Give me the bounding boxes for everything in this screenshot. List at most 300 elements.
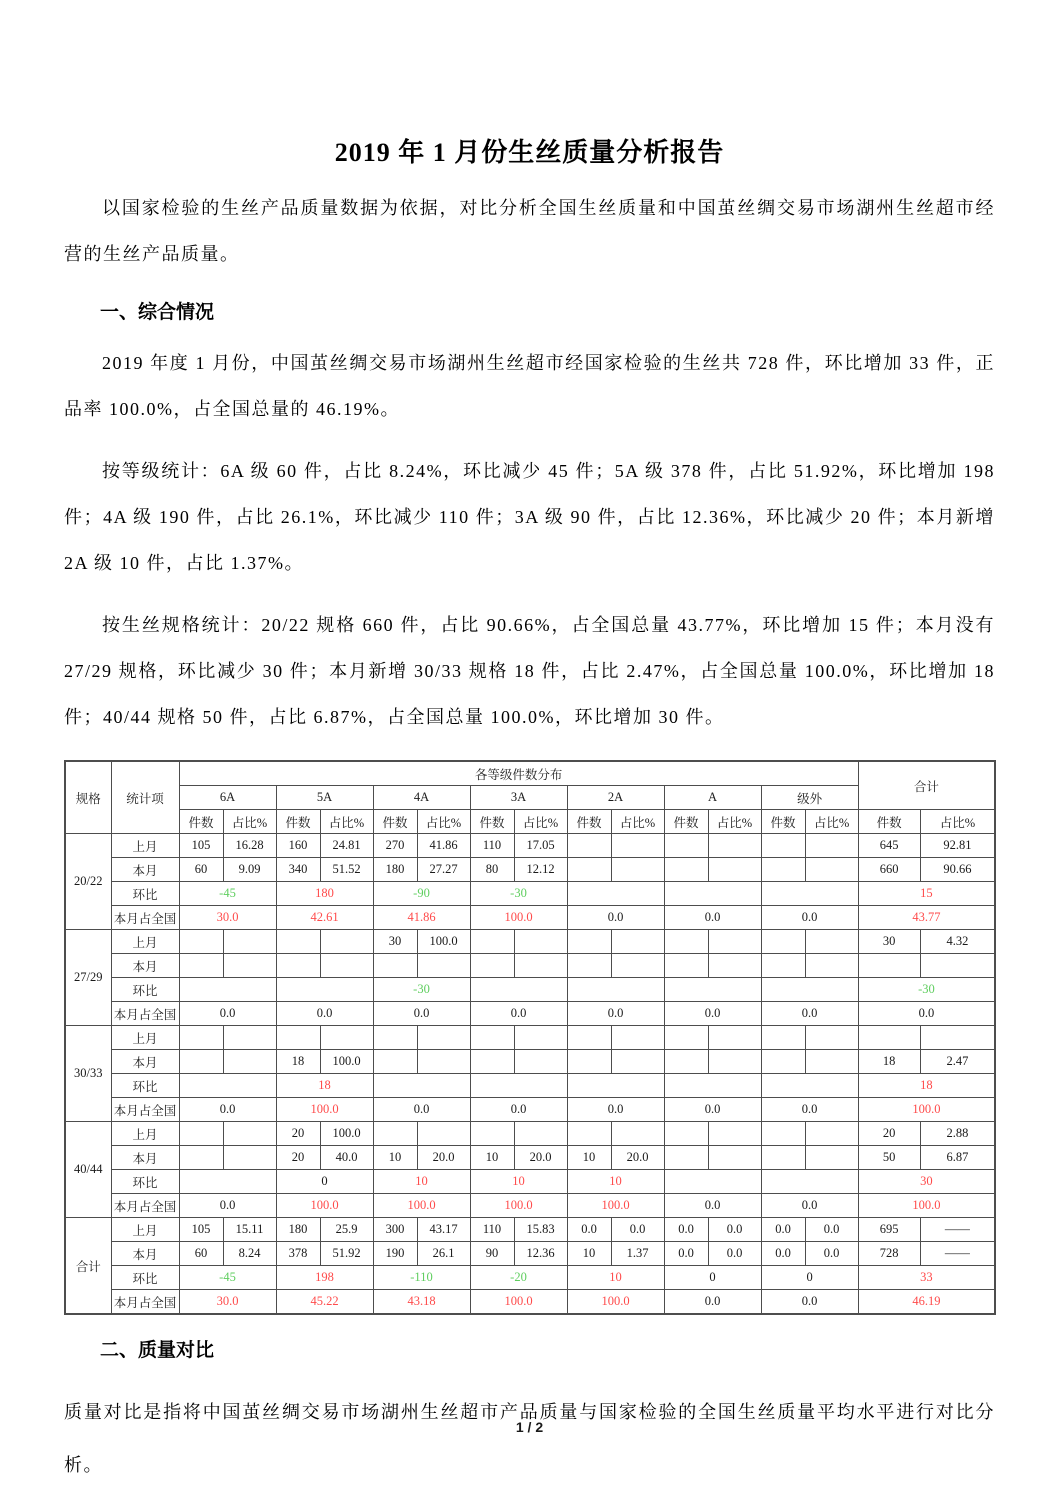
row-label: 环比 bbox=[111, 882, 179, 906]
col-header-grade-2a: 2A bbox=[567, 786, 664, 810]
table-cell: 0.0 bbox=[761, 1242, 805, 1266]
table-cell bbox=[514, 930, 567, 954]
table-cell bbox=[920, 1026, 995, 1050]
table-cell bbox=[611, 858, 664, 882]
section-1-heading: 一、综合情况 bbox=[100, 302, 215, 323]
table-row bbox=[65, 930, 995, 954]
table-cell bbox=[708, 858, 761, 882]
table-row bbox=[65, 1146, 995, 1170]
col-header-pct: 占比% bbox=[514, 810, 567, 834]
row-label: 本月 bbox=[111, 858, 179, 882]
table-cell bbox=[179, 930, 223, 954]
table-cell bbox=[761, 1026, 805, 1050]
table-cell bbox=[179, 1074, 276, 1098]
table-cell bbox=[276, 954, 320, 978]
row-label: 上月 bbox=[111, 1122, 179, 1146]
table-cell: 41.86 bbox=[373, 906, 470, 930]
table-cell: 20 bbox=[858, 1122, 920, 1146]
table-cell: 12.12 bbox=[514, 858, 567, 882]
table-cell: 100.0 bbox=[320, 1050, 373, 1074]
table-cell: 0.0 bbox=[567, 906, 664, 930]
table-cell: 43.18 bbox=[373, 1290, 470, 1315]
table-cell: 105 bbox=[179, 1218, 223, 1242]
table-cell bbox=[611, 930, 664, 954]
table-cell: 15.83 bbox=[514, 1218, 567, 1242]
table-cell: 100.0 bbox=[858, 1098, 995, 1122]
table-cell bbox=[470, 954, 514, 978]
section-1-paragraph-3: 按生丝规格统计：20/22 规格 660 件，占比 90.66%，占全国总量 43.77%，环比增加 15 件；本月没有 27/29 规格，环比减少 30 件；本月新增 30/33 规格 18 件，占比 2.47%，占全国总量 100.0%，环比增加 18 件；40/44 规格 50 件，占比 6.87%，占全国总量 100.0%，环比增加 30 件。 bbox=[64, 615, 995, 727]
table-cell: 2.88 bbox=[920, 1122, 995, 1146]
table-cell bbox=[567, 930, 611, 954]
table-cell bbox=[320, 1026, 373, 1050]
table-cell bbox=[470, 978, 567, 1002]
table-cell: 46.19 bbox=[858, 1290, 995, 1315]
table-cell: 110 bbox=[470, 834, 514, 858]
table-cell: 1.37 bbox=[611, 1242, 664, 1266]
table-cell: 15 bbox=[858, 882, 995, 906]
table-cell: 0.0 bbox=[373, 1098, 470, 1122]
table-cell: 20.0 bbox=[514, 1146, 567, 1170]
table-cell: 8.24 bbox=[223, 1242, 276, 1266]
table-cell bbox=[761, 1122, 805, 1146]
col-header-pct: 占比% bbox=[708, 810, 761, 834]
table-cell bbox=[611, 1122, 664, 1146]
table-cell: 30 bbox=[858, 930, 920, 954]
table-row bbox=[65, 978, 995, 1002]
table-cell bbox=[567, 882, 664, 906]
col-header-count: 件数 bbox=[664, 810, 708, 834]
table-cell bbox=[223, 1122, 276, 1146]
table-cell: 6.87 bbox=[920, 1146, 995, 1170]
row-label: 环比 bbox=[111, 1266, 179, 1290]
table-cell: -30 bbox=[373, 978, 470, 1002]
table-cell bbox=[805, 1122, 858, 1146]
table-cell: 20.0 bbox=[417, 1146, 470, 1170]
section-1-paragraph-1: 2019 年度 1 月份，中国茧丝绸交易市场湖州生丝超市经国家检验的生丝共 728 件，环比增加 33 件，正品率 100.0%，占全国总量的 46.19%。 bbox=[64, 353, 995, 419]
table-cell bbox=[179, 1026, 223, 1050]
table-cell bbox=[514, 1122, 567, 1146]
table-cell: 20 bbox=[276, 1122, 320, 1146]
table-cell: 15.11 bbox=[223, 1218, 276, 1242]
row-label: 本月 bbox=[111, 954, 179, 978]
table-cell: 0.0 bbox=[805, 1242, 858, 1266]
table-row bbox=[65, 858, 995, 882]
col-header-grade-a: A bbox=[664, 786, 761, 810]
table-cell: 300 bbox=[373, 1218, 417, 1242]
table-cell: 10 bbox=[470, 1170, 567, 1194]
table-row bbox=[65, 1218, 995, 1242]
table-cell: 90.66 bbox=[920, 858, 995, 882]
table-cell: 0.0 bbox=[664, 1242, 708, 1266]
table-cell: -30 bbox=[470, 882, 567, 906]
table-cell: 17.05 bbox=[514, 834, 567, 858]
table-cell bbox=[708, 834, 761, 858]
spec-label: 20/22 bbox=[65, 834, 111, 930]
table-cell bbox=[373, 1074, 470, 1098]
col-header-count: 件数 bbox=[761, 810, 805, 834]
row-label: 上月 bbox=[111, 1218, 179, 1242]
table-cell: 0.0 bbox=[470, 1098, 567, 1122]
table-row bbox=[65, 1122, 995, 1146]
table-cell: 0.0 bbox=[611, 1218, 664, 1242]
table-cell bbox=[567, 1026, 611, 1050]
table-cell: 80 bbox=[470, 858, 514, 882]
col-header-spec: 规格 bbox=[65, 761, 111, 834]
table-cell bbox=[708, 930, 761, 954]
table-cell: 0.0 bbox=[567, 1098, 664, 1122]
table-cell: 100.0 bbox=[373, 1194, 470, 1218]
document-title: 2019 年 1 月份生丝质量分析报告 bbox=[334, 138, 725, 167]
table-cell bbox=[761, 858, 805, 882]
table-cell: 24.81 bbox=[320, 834, 373, 858]
table-cell: 10 bbox=[373, 1146, 417, 1170]
spec-label: 40/44 bbox=[65, 1122, 111, 1218]
row-label: 本月占全国 bbox=[111, 906, 179, 930]
table-cell bbox=[708, 1146, 761, 1170]
table-cell bbox=[664, 1170, 761, 1194]
col-header-total-count: 件数 bbox=[858, 810, 920, 834]
table-cell: 198 bbox=[276, 1266, 373, 1290]
table-cell bbox=[470, 1122, 514, 1146]
table-cell bbox=[664, 1146, 708, 1170]
table-cell: 100.0 bbox=[567, 1290, 664, 1315]
row-label: 上月 bbox=[111, 834, 179, 858]
table-cell bbox=[567, 954, 611, 978]
table-cell: 660 bbox=[858, 858, 920, 882]
section-2-heading: 二、质量对比 bbox=[100, 1340, 215, 1361]
table-cell bbox=[567, 834, 611, 858]
table-cell bbox=[179, 954, 223, 978]
table-cell: 0.0 bbox=[761, 1218, 805, 1242]
table-row bbox=[65, 882, 995, 906]
table-cell: 0.0 bbox=[567, 1218, 611, 1242]
table-cell: 42.61 bbox=[276, 906, 373, 930]
table-cell bbox=[611, 1026, 664, 1050]
table-cell: 60 bbox=[179, 858, 223, 882]
col-header-count: 件数 bbox=[179, 810, 223, 834]
table-cell bbox=[805, 834, 858, 858]
table-cell: -45 bbox=[179, 1266, 276, 1290]
table-cell: 0.0 bbox=[761, 906, 858, 930]
table-cell: 26.1 bbox=[417, 1242, 470, 1266]
table-cell: 33 bbox=[858, 1266, 995, 1290]
table-row bbox=[65, 1074, 995, 1098]
table-cell bbox=[761, 1170, 858, 1194]
table-cell: 180 bbox=[276, 1218, 320, 1242]
table-cell bbox=[514, 954, 567, 978]
table-cell: 0 bbox=[761, 1266, 858, 1290]
col-header-count: 件数 bbox=[373, 810, 417, 834]
table-cell: 18 bbox=[858, 1050, 920, 1074]
table-cell: 0.0 bbox=[664, 1218, 708, 1242]
table-cell: 16.28 bbox=[223, 834, 276, 858]
col-header-grade-5a: 5A bbox=[276, 786, 373, 810]
table-cell bbox=[179, 1170, 276, 1194]
table-row bbox=[65, 954, 995, 978]
table-cell bbox=[761, 882, 858, 906]
table-cell bbox=[373, 954, 417, 978]
table-cell: -45 bbox=[179, 882, 276, 906]
section-1-paragraph-2: 按等级统计：6A 级 60 件，占比 8.24%，环比减少 45 件；5A 级 378 件，占比 51.92%，环比增加 198 件；4A 级 190 件，占比 26.1%，环比减少 110 件；3A 级 90 件，占比 12.36%，环比减少 20 件；本月新增 2A 级 10 件，占比 1.37%。 bbox=[64, 461, 995, 573]
table-cell: 340 bbox=[276, 858, 320, 882]
table-cell: 10 bbox=[470, 1146, 514, 1170]
table-cell: 18 bbox=[858, 1074, 995, 1098]
table-cell: 18 bbox=[276, 1050, 320, 1074]
table-cell bbox=[179, 1146, 223, 1170]
table-cell: 0.0 bbox=[761, 1098, 858, 1122]
table-cell bbox=[805, 930, 858, 954]
col-header-grade-4a: 4A bbox=[373, 786, 470, 810]
table-cell bbox=[664, 930, 708, 954]
table-cell: 0 bbox=[276, 1170, 373, 1194]
table-cell: —— bbox=[920, 1218, 995, 1242]
row-label: 本月占全国 bbox=[111, 1290, 179, 1315]
table-cell: 100.0 bbox=[276, 1194, 373, 1218]
table-cell: 100.0 bbox=[470, 1290, 567, 1315]
table-cell bbox=[761, 834, 805, 858]
table-row bbox=[65, 906, 995, 930]
table-cell: -90 bbox=[373, 882, 470, 906]
table-header-row-1 bbox=[65, 761, 995, 786]
col-header-total-pct: 占比% bbox=[920, 810, 995, 834]
table-cell bbox=[664, 1122, 708, 1146]
table-cell: 2.47 bbox=[920, 1050, 995, 1074]
table-cell: 378 bbox=[276, 1242, 320, 1266]
table-cell: 0.0 bbox=[664, 1194, 761, 1218]
table-cell bbox=[761, 954, 805, 978]
table-cell bbox=[567, 1050, 611, 1074]
table-cell bbox=[664, 858, 708, 882]
table-cell: 100.0 bbox=[417, 930, 470, 954]
table-cell: 0.0 bbox=[179, 1194, 276, 1218]
table-cell bbox=[470, 1050, 514, 1074]
table-cell bbox=[373, 1026, 417, 1050]
table-cell bbox=[223, 930, 276, 954]
table-cell: 18 bbox=[276, 1074, 373, 1098]
row-label: 本月占全国 bbox=[111, 1002, 179, 1026]
table-cell bbox=[611, 1050, 664, 1074]
table-cell: 270 bbox=[373, 834, 417, 858]
table-cell: 0.0 bbox=[179, 1098, 276, 1122]
table-cell: 0.0 bbox=[470, 1002, 567, 1026]
row-label: 环比 bbox=[111, 1170, 179, 1194]
table-cell: —— bbox=[920, 1242, 995, 1266]
table-cell: 100.0 bbox=[470, 1194, 567, 1218]
table-cell: 51.92 bbox=[320, 1242, 373, 1266]
table-cell bbox=[664, 882, 761, 906]
table-cell bbox=[664, 978, 761, 1002]
table-cell: 51.52 bbox=[320, 858, 373, 882]
table-cell: 25.9 bbox=[320, 1218, 373, 1242]
intro-paragraph: 以国家检验的生丝产品质量数据为依据，对比分析全国生丝质量和中国茧丝绸交易市场湖州生丝超市经营的生丝产品质量。 bbox=[64, 198, 995, 264]
table-cell bbox=[761, 978, 858, 1002]
table-cell: 10 bbox=[373, 1170, 470, 1194]
row-label: 环比 bbox=[111, 1074, 179, 1098]
table-row bbox=[65, 834, 995, 858]
table-cell bbox=[611, 834, 664, 858]
table-cell bbox=[708, 1026, 761, 1050]
table-row bbox=[65, 1290, 995, 1315]
table-header-row-2 bbox=[65, 786, 995, 810]
table-cell: 20.0 bbox=[611, 1146, 664, 1170]
section-2-paragraph-1: 质量对比是指将中国茧丝绸交易市场湖州生丝超市产品质量与国家检验的全国生丝质量平均水平进行对比分析。 bbox=[64, 1402, 995, 1475]
table-cell bbox=[417, 1122, 470, 1146]
page-number: 1 / 2 bbox=[515, 1419, 544, 1435]
table-cell bbox=[664, 834, 708, 858]
table-cell bbox=[223, 1026, 276, 1050]
col-header-distribution: 各等级件数分布 bbox=[179, 761, 858, 786]
table-cell: 180 bbox=[373, 858, 417, 882]
table-cell: 0.0 bbox=[664, 1098, 761, 1122]
table-cell: 0.0 bbox=[664, 1002, 761, 1026]
table-cell bbox=[805, 1026, 858, 1050]
table-cell: 10 bbox=[567, 1170, 664, 1194]
table-cell: 0.0 bbox=[708, 1242, 761, 1266]
col-header-pct: 占比% bbox=[223, 810, 276, 834]
table-cell bbox=[664, 954, 708, 978]
table-row bbox=[65, 1242, 995, 1266]
table-cell: 100.0 bbox=[276, 1098, 373, 1122]
table-cell: 10 bbox=[567, 1146, 611, 1170]
row-label: 本月 bbox=[111, 1146, 179, 1170]
table-cell: 27.27 bbox=[417, 858, 470, 882]
row-label: 上月 bbox=[111, 930, 179, 954]
table-cell: 695 bbox=[858, 1218, 920, 1242]
table-row bbox=[65, 1050, 995, 1074]
table-row bbox=[65, 1170, 995, 1194]
table-cell bbox=[567, 1122, 611, 1146]
table-cell bbox=[373, 1050, 417, 1074]
row-label: 本月占全国 bbox=[111, 1098, 179, 1122]
table-cell: 0.0 bbox=[567, 1002, 664, 1026]
table-cell: 0.0 bbox=[805, 1218, 858, 1242]
table-cell bbox=[708, 954, 761, 978]
col-header-pct: 占比% bbox=[320, 810, 373, 834]
table-cell bbox=[470, 1074, 567, 1098]
table-cell bbox=[611, 954, 664, 978]
table-cell: 10 bbox=[567, 1266, 664, 1290]
spec-label: 27/29 bbox=[65, 930, 111, 1026]
table-cell bbox=[179, 1122, 223, 1146]
table-cell: 0.0 bbox=[761, 1194, 858, 1218]
table-cell bbox=[664, 1026, 708, 1050]
table-cell bbox=[276, 978, 373, 1002]
table-cell bbox=[223, 1050, 276, 1074]
col-header-grade-3a: 3A bbox=[470, 786, 567, 810]
table-header-row-3 bbox=[65, 810, 995, 834]
table-cell: 10 bbox=[567, 1242, 611, 1266]
table-cell bbox=[320, 954, 373, 978]
table-cell: 0.0 bbox=[761, 1002, 858, 1026]
table-cell bbox=[223, 1146, 276, 1170]
table-row bbox=[65, 1194, 995, 1218]
table-cell: 50 bbox=[858, 1146, 920, 1170]
table-cell: 0.0 bbox=[664, 1290, 761, 1315]
table-cell: 20 bbox=[276, 1146, 320, 1170]
table-cell: 60 bbox=[179, 1242, 223, 1266]
table-cell: 4.32 bbox=[920, 930, 995, 954]
table-row bbox=[65, 1002, 995, 1026]
table-cell: 43.17 bbox=[417, 1218, 470, 1242]
table-cell bbox=[567, 1074, 664, 1098]
col-header-count: 件数 bbox=[276, 810, 320, 834]
table-cell: 30.0 bbox=[179, 906, 276, 930]
table-cell: -30 bbox=[858, 978, 995, 1002]
spec-label: 合计 bbox=[65, 1218, 111, 1315]
table-cell: 0.0 bbox=[179, 1002, 276, 1026]
table-row bbox=[65, 1026, 995, 1050]
table-cell bbox=[179, 978, 276, 1002]
table-cell: 30.0 bbox=[179, 1290, 276, 1315]
table-cell: 45.22 bbox=[276, 1290, 373, 1315]
table-cell: 0.0 bbox=[276, 1002, 373, 1026]
col-header-pct: 占比% bbox=[417, 810, 470, 834]
table-cell: 0.0 bbox=[664, 906, 761, 930]
col-header-pct: 占比% bbox=[611, 810, 664, 834]
col-header-total: 合计 bbox=[858, 761, 995, 810]
table-cell: 0.0 bbox=[373, 1002, 470, 1026]
col-header-grade-6a: 6A bbox=[179, 786, 276, 810]
table-cell bbox=[805, 1050, 858, 1074]
table-cell: 40.0 bbox=[320, 1146, 373, 1170]
table-cell: -20 bbox=[470, 1266, 567, 1290]
table-cell: 41.86 bbox=[417, 834, 470, 858]
table-cell bbox=[373, 1122, 417, 1146]
table-cell: 0 bbox=[664, 1266, 761, 1290]
table-cell: -110 bbox=[373, 1266, 470, 1290]
table-cell bbox=[761, 930, 805, 954]
row-label: 本月占全国 bbox=[111, 1194, 179, 1218]
table-cell: 43.77 bbox=[858, 906, 995, 930]
table-cell bbox=[920, 954, 995, 978]
table-cell bbox=[761, 1050, 805, 1074]
table-cell: 92.81 bbox=[920, 834, 995, 858]
col-header-grade-offgrade: 级外 bbox=[761, 786, 858, 810]
table-cell bbox=[223, 954, 276, 978]
table-cell: 100.0 bbox=[567, 1194, 664, 1218]
table-cell: 0.0 bbox=[858, 1002, 995, 1026]
quality-distribution-table bbox=[64, 760, 996, 1315]
table-cell: 12.36 bbox=[514, 1242, 567, 1266]
table-cell: 160 bbox=[276, 834, 320, 858]
table-cell: 645 bbox=[858, 834, 920, 858]
table-cell bbox=[514, 1050, 567, 1074]
table-cell bbox=[708, 1122, 761, 1146]
table-cell bbox=[708, 1050, 761, 1074]
table-cell bbox=[858, 954, 920, 978]
table-cell bbox=[276, 1026, 320, 1050]
table-cell bbox=[805, 954, 858, 978]
table-row bbox=[65, 1098, 995, 1122]
table-cell bbox=[805, 1146, 858, 1170]
table-cell: 105 bbox=[179, 834, 223, 858]
table-cell bbox=[761, 1146, 805, 1170]
table-cell bbox=[179, 1050, 223, 1074]
col-header-pct: 占比% bbox=[805, 810, 858, 834]
table-cell: 30 bbox=[858, 1170, 995, 1194]
row-label: 环比 bbox=[111, 978, 179, 1002]
table-cell bbox=[805, 858, 858, 882]
table-cell: 728 bbox=[858, 1242, 920, 1266]
col-header-count: 件数 bbox=[567, 810, 611, 834]
table-cell bbox=[417, 1026, 470, 1050]
table-cell bbox=[664, 1050, 708, 1074]
row-label: 本月 bbox=[111, 1050, 179, 1074]
table-cell: 100.0 bbox=[858, 1194, 995, 1218]
table-cell: 30 bbox=[373, 930, 417, 954]
table-cell: 190 bbox=[373, 1242, 417, 1266]
row-label: 本月 bbox=[111, 1242, 179, 1266]
